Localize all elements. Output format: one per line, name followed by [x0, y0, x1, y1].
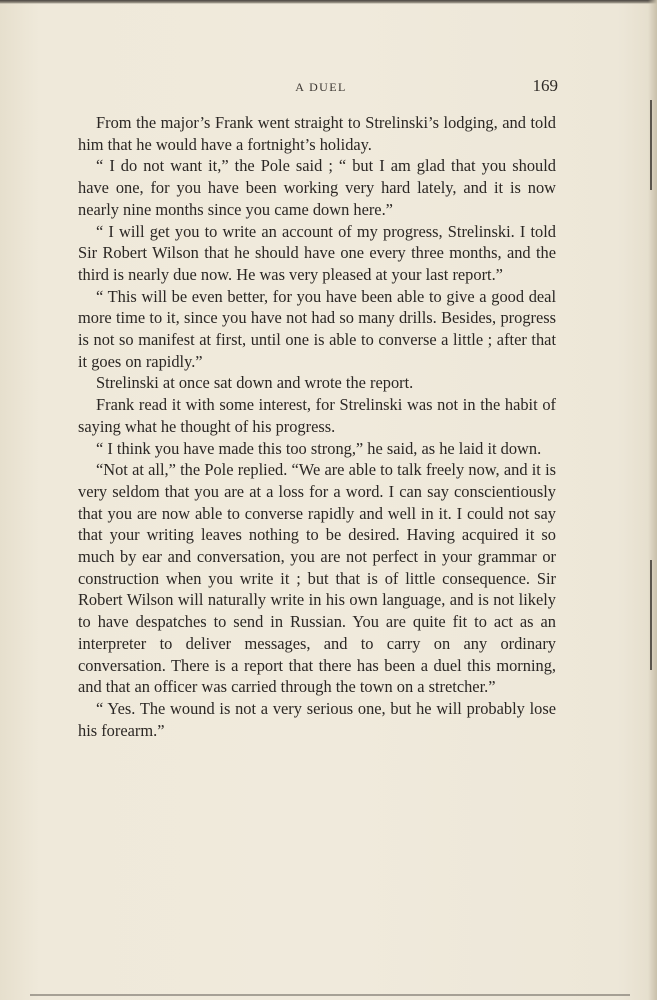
running-head: A DUEL	[295, 80, 347, 94]
paragraph: “ I think you have made this too strong,” he said, as he laid it down.	[96, 438, 542, 458]
page-header	[82, 76, 560, 100]
paragraph: Frank read it with some interest, for Strelinski was not in the habit of saying what he thought of his progress.	[78, 395, 556, 436]
paragraph: “ I do not want it,” the Pole said ; “ but I am glad that you should have one, for you have been working very hard lately, and it is now nearly nine months since you came down here.”	[78, 156, 556, 219]
paragraph: “ I will get you to write an account of my progress, Strelinski. I told Sir Robert Wilson that he should have one every three months, and the third is nearly due now. He was very pleased at your last report.”	[78, 221, 556, 284]
paragraph: Strelinski at once sat down and wrote the report.	[96, 373, 414, 393]
edge-mark	[650, 560, 652, 670]
page-number: 169	[532, 76, 558, 95]
edge-mark	[650, 100, 652, 190]
paragraph: “Not at all,” the Pole replied. “We are able to talk freely now, and it is very seldom that you are at a loss for a word. I can say conscientiously that you are now able to converse rapidly and well in it. I could not say that your writing leaves nothing to be desired. Having acquired it so much by ear and conversation, you are not perfect in your grammar or construction when you write it ; but that is of little consequence. Sir Robert Wilson will naturally write in his own language, and is not likely to have despatches to send in Russian. You are quite fit to act as an interpreter to deliver messages, and to carry on any ordinary conversation. There is a report that there has been a duel this morning, and that an officer was carried through the town on a stretcher.”	[78, 460, 556, 697]
page-top-edge	[0, 0, 657, 4]
page-bottom-edge	[30, 994, 630, 996]
paragraph: From the major’s Frank went straight to Strelinski’s lodging, and told him that he would have a fortnight’s holiday.	[78, 113, 556, 154]
paragraph: “ This will be even better, for you have been able to give a good deal more time to it, since you have not had so many drills. Besides, progress is not so manifest at first, until one is able to converse a little ; after that it goes on rapidly.”	[78, 286, 556, 371]
paragraph: “ Yes. The wound is not a very serious one, but he will probably lose his forearm.”	[78, 698, 556, 740]
body-text	[78, 112, 556, 741]
